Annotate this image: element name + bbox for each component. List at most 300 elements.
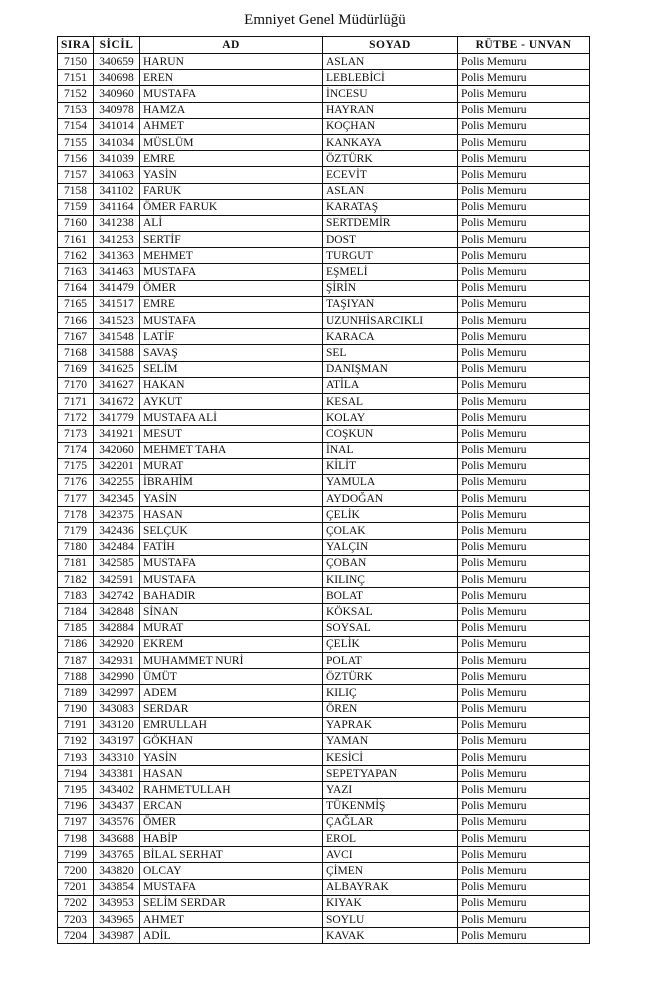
- cell-sira: 7159: [58, 199, 94, 215]
- cell-sicil: 342484: [94, 539, 140, 555]
- cell-sicil: 341463: [94, 264, 140, 280]
- cell-soyad: KOLAY: [323, 410, 458, 426]
- table-row: [58, 879, 590, 895]
- table-row: [58, 507, 590, 523]
- cell-soyad: TAŞIYAN: [323, 296, 458, 312]
- cell-sira: 7153: [58, 102, 94, 118]
- cell-sicil: 343310: [94, 750, 140, 766]
- cell-rutbe-unvan: Polis Memuru: [458, 280, 590, 296]
- cell-soyad: SERTDEMİR: [323, 215, 458, 231]
- cell-sicil: 343965: [94, 911, 140, 927]
- cell-sicil: 341921: [94, 426, 140, 442]
- cell-rutbe-unvan: Polis Memuru: [458, 248, 590, 264]
- table-row: [58, 183, 590, 199]
- cell-rutbe-unvan: Polis Memuru: [458, 458, 590, 474]
- cell-ad: ERCAN: [140, 798, 323, 814]
- cell-rutbe-unvan: Polis Memuru: [458, 442, 590, 458]
- table-row: [58, 410, 590, 426]
- table-row: [58, 393, 590, 409]
- cell-ad: EMRULLAH: [140, 717, 323, 733]
- cell-rutbe-unvan: Polis Memuru: [458, 167, 590, 183]
- table-row: [58, 588, 590, 604]
- cell-sicil: 343987: [94, 928, 140, 944]
- cell-ad: MEHMET: [140, 248, 323, 264]
- cell-rutbe-unvan: Polis Memuru: [458, 313, 590, 329]
- cell-ad: YASİN: [140, 167, 323, 183]
- cell-sira: 7167: [58, 329, 94, 345]
- cell-soyad: LEBLEBİCİ: [323, 70, 458, 86]
- cell-sicil: 342848: [94, 604, 140, 620]
- cell-sira: 7150: [58, 54, 94, 70]
- cell-rutbe-unvan: Polis Memuru: [458, 863, 590, 879]
- cell-ad: AYKUT: [140, 393, 323, 409]
- table-row: [58, 733, 590, 749]
- table-row: [58, 70, 590, 86]
- cell-rutbe-unvan: Polis Memuru: [458, 636, 590, 652]
- table-row: [58, 54, 590, 70]
- cell-sira: 7185: [58, 620, 94, 636]
- cell-soyad: KIYAK: [323, 895, 458, 911]
- cell-ad: MUSTAFA ALİ: [140, 410, 323, 426]
- cell-sicil: 341479: [94, 280, 140, 296]
- cell-ad: MUSTAFA: [140, 313, 323, 329]
- cell-ad: SİNAN: [140, 604, 323, 620]
- cell-soyad: KÖKSAL: [323, 604, 458, 620]
- cell-sira: 7175: [58, 458, 94, 474]
- cell-sira: 7154: [58, 118, 94, 134]
- cell-ad: GÖKHAN: [140, 733, 323, 749]
- cell-sicil: 342201: [94, 458, 140, 474]
- table-row: [58, 620, 590, 636]
- table-row: [58, 636, 590, 652]
- cell-sicil: 341627: [94, 377, 140, 393]
- cell-sicil: 342742: [94, 588, 140, 604]
- cell-rutbe-unvan: Polis Memuru: [458, 426, 590, 442]
- cell-ad: AHMET: [140, 911, 323, 927]
- cell-rutbe-unvan: Polis Memuru: [458, 572, 590, 588]
- cell-soyad: ÖZTÜRK: [323, 669, 458, 685]
- table-row: [58, 329, 590, 345]
- cell-rutbe-unvan: Polis Memuru: [458, 134, 590, 150]
- cell-sicil: 340659: [94, 54, 140, 70]
- cell-rutbe-unvan: Polis Memuru: [458, 199, 590, 215]
- cell-sicil: 341779: [94, 410, 140, 426]
- cell-rutbe-unvan: Polis Memuru: [458, 604, 590, 620]
- cell-ad: MUSTAFA: [140, 264, 323, 280]
- cell-sira: 7158: [58, 183, 94, 199]
- cell-sicil: 343381: [94, 766, 140, 782]
- cell-rutbe-unvan: Polis Memuru: [458, 232, 590, 248]
- table-row: [58, 215, 590, 231]
- cell-soyad: BOLAT: [323, 588, 458, 604]
- cell-rutbe-unvan: Polis Memuru: [458, 895, 590, 911]
- cell-sira: 7186: [58, 636, 94, 652]
- cell-sicil: 341363: [94, 248, 140, 264]
- table-row: [58, 280, 590, 296]
- cell-ad: MEHMET TAHA: [140, 442, 323, 458]
- cell-rutbe-unvan: Polis Memuru: [458, 539, 590, 555]
- cell-soyad: ASLAN: [323, 183, 458, 199]
- table-row: [58, 248, 590, 264]
- cell-sicil: 342345: [94, 491, 140, 507]
- table-header-row: [58, 37, 590, 54]
- table-row: [58, 847, 590, 863]
- cell-soyad: ŞİRİN: [323, 280, 458, 296]
- cell-sira: 7192: [58, 733, 94, 749]
- cell-sira: 7180: [58, 539, 94, 555]
- cell-sicil: 343688: [94, 831, 140, 847]
- cell-rutbe-unvan: Polis Memuru: [458, 264, 590, 280]
- cell-rutbe-unvan: Polis Memuru: [458, 766, 590, 782]
- header-sicil: SİCİL: [94, 37, 140, 54]
- cell-sicil: 343854: [94, 879, 140, 895]
- cell-sicil: 342591: [94, 572, 140, 588]
- cell-rutbe-unvan: Polis Memuru: [458, 507, 590, 523]
- cell-sira: 7163: [58, 264, 94, 280]
- header-sira: SIRA: [58, 37, 94, 54]
- cell-sira: 7195: [58, 782, 94, 798]
- cell-rutbe-unvan: Polis Memuru: [458, 345, 590, 361]
- table-row: [58, 86, 590, 102]
- cell-sicil: 341039: [94, 151, 140, 167]
- cell-sicil: 342884: [94, 620, 140, 636]
- cell-ad: EMRE: [140, 151, 323, 167]
- table-row: [58, 377, 590, 393]
- cell-sicil: 341588: [94, 345, 140, 361]
- cell-ad: SERTİF: [140, 232, 323, 248]
- cell-soyad: ALBAYRAK: [323, 879, 458, 895]
- cell-soyad: POLAT: [323, 652, 458, 668]
- cell-sira: 7164: [58, 280, 94, 296]
- cell-ad: HASAN: [140, 766, 323, 782]
- cell-soyad: AYDOĞAN: [323, 491, 458, 507]
- header-rutbe-unvan: RÜTBE - UNVAN: [458, 37, 590, 54]
- cell-sicil: 343120: [94, 717, 140, 733]
- cell-soyad: KANKAYA: [323, 134, 458, 150]
- cell-rutbe-unvan: Polis Memuru: [458, 750, 590, 766]
- cell-sicil: 343953: [94, 895, 140, 911]
- cell-sira: 7187: [58, 652, 94, 668]
- table-row: [58, 652, 590, 668]
- table-row: [58, 102, 590, 118]
- cell-soyad: COŞKUN: [323, 426, 458, 442]
- cell-sira: 7156: [58, 151, 94, 167]
- cell-rutbe-unvan: Polis Memuru: [458, 296, 590, 312]
- cell-soyad: İNCESU: [323, 86, 458, 102]
- cell-rutbe-unvan: Polis Memuru: [458, 361, 590, 377]
- table-row: [58, 604, 590, 620]
- table-row: [58, 750, 590, 766]
- table-row: [58, 134, 590, 150]
- cell-sicil: 342585: [94, 555, 140, 571]
- cell-rutbe-unvan: Polis Memuru: [458, 102, 590, 118]
- cell-ad: MURAT: [140, 620, 323, 636]
- cell-ad: MUSTAFA: [140, 572, 323, 588]
- cell-ad: YASİN: [140, 750, 323, 766]
- cell-rutbe-unvan: Polis Memuru: [458, 410, 590, 426]
- cell-ad: MESUT: [140, 426, 323, 442]
- cell-sira: 7179: [58, 523, 94, 539]
- table-row: [58, 911, 590, 927]
- cell-sicil: 341014: [94, 118, 140, 134]
- cell-soyad: KARATAŞ: [323, 199, 458, 215]
- cell-sira: 7174: [58, 442, 94, 458]
- cell-sicil: 341034: [94, 134, 140, 150]
- table-row: [58, 717, 590, 733]
- cell-sicil: 342920: [94, 636, 140, 652]
- cell-soyad: KARACA: [323, 329, 458, 345]
- cell-soyad: İNAL: [323, 442, 458, 458]
- cell-ad: MURAT: [140, 458, 323, 474]
- cell-ad: EREN: [140, 70, 323, 86]
- cell-sicil: 342375: [94, 507, 140, 523]
- cell-ad: YASİN: [140, 491, 323, 507]
- cell-soyad: ECEVİT: [323, 167, 458, 183]
- cell-ad: FATİH: [140, 539, 323, 555]
- cell-rutbe-unvan: Polis Memuru: [458, 669, 590, 685]
- cell-rutbe-unvan: Polis Memuru: [458, 717, 590, 733]
- cell-ad: FARUK: [140, 183, 323, 199]
- cell-sira: 7194: [58, 766, 94, 782]
- cell-ad: ALİ: [140, 215, 323, 231]
- table-row: [58, 264, 590, 280]
- cell-ad: MUSTAFA: [140, 879, 323, 895]
- table-row: [58, 555, 590, 571]
- header-soyad: SOYAD: [323, 37, 458, 54]
- cell-ad: SELÇUK: [140, 523, 323, 539]
- cell-sira: 7166: [58, 313, 94, 329]
- cell-soyad: DANIŞMAN: [323, 361, 458, 377]
- table-row: [58, 167, 590, 183]
- cell-sira: 7182: [58, 572, 94, 588]
- cell-sira: 7189: [58, 685, 94, 701]
- cell-rutbe-unvan: Polis Memuru: [458, 118, 590, 134]
- cell-ad: MUSTAFA: [140, 555, 323, 571]
- table-row: [58, 232, 590, 248]
- cell-ad: HARUN: [140, 54, 323, 70]
- cell-soyad: KESİCİ: [323, 750, 458, 766]
- cell-ad: ADİL: [140, 928, 323, 944]
- cell-soyad: ASLAN: [323, 54, 458, 70]
- cell-ad: HAKAN: [140, 377, 323, 393]
- cell-rutbe-unvan: Polis Memuru: [458, 814, 590, 830]
- table-row: [58, 199, 590, 215]
- cell-sira: 7190: [58, 701, 94, 717]
- cell-sira: 7157: [58, 167, 94, 183]
- cell-ad: MUSTAFA: [140, 86, 323, 102]
- table-row: [58, 863, 590, 879]
- cell-soyad: EŞMELİ: [323, 264, 458, 280]
- cell-ad: SERDAR: [140, 701, 323, 717]
- table-row: [58, 782, 590, 798]
- table-row: [58, 313, 590, 329]
- cell-sicil: 341523: [94, 313, 140, 329]
- cell-sira: 7193: [58, 750, 94, 766]
- cell-ad: BAHADIR: [140, 588, 323, 604]
- table-row: [58, 345, 590, 361]
- cell-rutbe-unvan: Polis Memuru: [458, 798, 590, 814]
- table-row: [58, 831, 590, 847]
- cell-sira: 7160: [58, 215, 94, 231]
- cell-soyad: AVCI: [323, 847, 458, 863]
- cell-sicil: 341238: [94, 215, 140, 231]
- table-row: [58, 118, 590, 134]
- cell-ad: OLCAY: [140, 863, 323, 879]
- table-body: [58, 54, 590, 944]
- cell-soyad: KAVAK: [323, 928, 458, 944]
- cell-sicil: 343576: [94, 814, 140, 830]
- cell-soyad: KILINÇ: [323, 572, 458, 588]
- cell-rutbe-unvan: Polis Memuru: [458, 782, 590, 798]
- cell-sira: 7177: [58, 491, 94, 507]
- cell-sira: 7188: [58, 669, 94, 685]
- cell-sicil: 342255: [94, 474, 140, 490]
- cell-sira: 7151: [58, 70, 94, 86]
- cell-soyad: YAPRAK: [323, 717, 458, 733]
- cell-rutbe-unvan: Polis Memuru: [458, 329, 590, 345]
- cell-rutbe-unvan: Polis Memuru: [458, 928, 590, 944]
- cell-sicil: 343765: [94, 847, 140, 863]
- cell-ad: ÖMER: [140, 280, 323, 296]
- cell-rutbe-unvan: Polis Memuru: [458, 215, 590, 231]
- cell-soyad: TÜKENMİŞ: [323, 798, 458, 814]
- table-row: [58, 766, 590, 782]
- cell-rutbe-unvan: Polis Memuru: [458, 474, 590, 490]
- cell-ad: MÜSLÜM: [140, 134, 323, 150]
- table-row: [58, 523, 590, 539]
- cell-sicil: 343083: [94, 701, 140, 717]
- cell-soyad: ÇİMEN: [323, 863, 458, 879]
- cell-soyad: ÖREN: [323, 701, 458, 717]
- cell-rutbe-unvan: Polis Memuru: [458, 685, 590, 701]
- cell-sicil: 342060: [94, 442, 140, 458]
- cell-soyad: SEL: [323, 345, 458, 361]
- cell-ad: İBRAHİM: [140, 474, 323, 490]
- cell-soyad: ÖZTÜRK: [323, 151, 458, 167]
- cell-sira: 7161: [58, 232, 94, 248]
- cell-rutbe-unvan: Polis Memuru: [458, 393, 590, 409]
- cell-sicil: 342997: [94, 685, 140, 701]
- cell-sira: 7155: [58, 134, 94, 150]
- cell-soyad: YAZI: [323, 782, 458, 798]
- table-row: [58, 928, 590, 944]
- cell-soyad: ÇELİK: [323, 507, 458, 523]
- table-row: [58, 474, 590, 490]
- cell-ad: ÖMER FARUK: [140, 199, 323, 215]
- table-row: [58, 572, 590, 588]
- cell-sicil: 342990: [94, 669, 140, 685]
- cell-rutbe-unvan: Polis Memuru: [458, 652, 590, 668]
- cell-sicil: 341063: [94, 167, 140, 183]
- cell-soyad: HAYRAN: [323, 102, 458, 118]
- cell-rutbe-unvan: Polis Memuru: [458, 831, 590, 847]
- cell-ad: BİLAL SERHAT: [140, 847, 323, 863]
- table-row: [58, 426, 590, 442]
- cell-ad: SELİM SERDAR: [140, 895, 323, 911]
- cell-soyad: TURGUT: [323, 248, 458, 264]
- cell-sira: 7170: [58, 377, 94, 393]
- cell-ad: SAVAŞ: [140, 345, 323, 361]
- table-row: [58, 491, 590, 507]
- table-row: [58, 539, 590, 555]
- cell-ad: HAMZA: [140, 102, 323, 118]
- table-row: [58, 458, 590, 474]
- table-row: [58, 442, 590, 458]
- cell-soyad: KESAL: [323, 393, 458, 409]
- cell-soyad: SEPETYAPAN: [323, 766, 458, 782]
- cell-sicil: 341102: [94, 183, 140, 199]
- table-row: [58, 296, 590, 312]
- page-title: Emniyet Genel Müdürlüğü: [244, 12, 406, 28]
- cell-sira: 7152: [58, 86, 94, 102]
- cell-ad: HASAN: [140, 507, 323, 523]
- cell-soyad: KİLİT: [323, 458, 458, 474]
- cell-ad: LATİF: [140, 329, 323, 345]
- cell-sira: 7171: [58, 393, 94, 409]
- cell-sira: 7196: [58, 798, 94, 814]
- cell-sira: 7172: [58, 410, 94, 426]
- cell-soyad: YALÇIN: [323, 539, 458, 555]
- cell-sira: 7202: [58, 895, 94, 911]
- cell-sicil: 340960: [94, 86, 140, 102]
- cell-sicil: 343402: [94, 782, 140, 798]
- cell-soyad: KOÇHAN: [323, 118, 458, 134]
- cell-sira: 7184: [58, 604, 94, 620]
- cell-sira: 7183: [58, 588, 94, 604]
- cell-soyad: ÇOLAK: [323, 523, 458, 539]
- cell-rutbe-unvan: Polis Memuru: [458, 183, 590, 199]
- cell-rutbe-unvan: Polis Memuru: [458, 70, 590, 86]
- cell-soyad: UZUNHİSARCIKLI: [323, 313, 458, 329]
- cell-sicil: 341164: [94, 199, 140, 215]
- cell-soyad: YAMULA: [323, 474, 458, 490]
- cell-soyad: ATİLA: [323, 377, 458, 393]
- cell-sira: 7173: [58, 426, 94, 442]
- cell-sicil: 341672: [94, 393, 140, 409]
- cell-sira: 7203: [58, 911, 94, 927]
- cell-ad: EKREM: [140, 636, 323, 652]
- cell-rutbe-unvan: Polis Memuru: [458, 151, 590, 167]
- cell-sira: 7162: [58, 248, 94, 264]
- cell-ad: MUHAMMET NURİ: [140, 652, 323, 668]
- cell-rutbe-unvan: Polis Memuru: [458, 588, 590, 604]
- cell-soyad: EROL: [323, 831, 458, 847]
- cell-rutbe-unvan: Polis Memuru: [458, 491, 590, 507]
- personnel-table: [57, 36, 590, 944]
- cell-sicil: 340978: [94, 102, 140, 118]
- cell-rutbe-unvan: Polis Memuru: [458, 377, 590, 393]
- cell-ad: SELİM: [140, 361, 323, 377]
- table-row: [58, 798, 590, 814]
- table-row: [58, 814, 590, 830]
- table-row: [58, 701, 590, 717]
- cell-sicil: 340698: [94, 70, 140, 86]
- cell-sira: 7204: [58, 928, 94, 944]
- cell-sicil: 341253: [94, 232, 140, 248]
- cell-sira: 7200: [58, 863, 94, 879]
- cell-sira: 7169: [58, 361, 94, 377]
- cell-soyad: DOST: [323, 232, 458, 248]
- cell-sira: 7168: [58, 345, 94, 361]
- cell-sicil: 342931: [94, 652, 140, 668]
- cell-rutbe-unvan: Polis Memuru: [458, 54, 590, 70]
- table-row: [58, 669, 590, 685]
- cell-rutbe-unvan: Polis Memuru: [458, 733, 590, 749]
- table-row: [58, 151, 590, 167]
- cell-ad: EMRE: [140, 296, 323, 312]
- cell-rutbe-unvan: Polis Memuru: [458, 879, 590, 895]
- cell-soyad: KILIÇ: [323, 685, 458, 701]
